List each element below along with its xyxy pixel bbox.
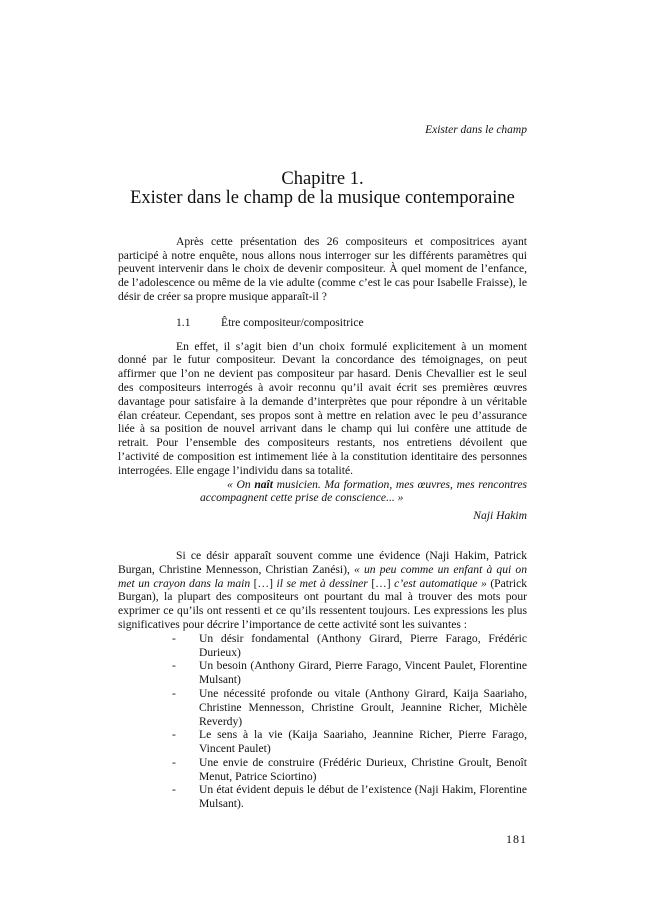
list-item-text: Un état évident depuis le début de l’existence (Naji Hakim, Florentine Mulsant).	[199, 783, 527, 811]
list-item	[172, 632, 527, 660]
bullet: -	[172, 783, 176, 797]
expression-list	[172, 632, 527, 811]
list-item	[172, 756, 527, 784]
bullet: -	[172, 686, 176, 700]
ellipsis: […]	[253, 576, 273, 590]
bullet: -	[172, 659, 176, 673]
quote-emphasis: naît	[254, 477, 273, 491]
ellipsis: […]	[371, 576, 391, 590]
section-number: 1.1	[176, 315, 191, 329]
list-item-text: Le sens à la vie (Kaija Saariaho, Jeannine Richer, Pierre Farago, Vincent Paulet)	[199, 728, 527, 756]
quote-text: musicien. Ma formation, mes œuvres, mes rencontres accompagnent cette prise de conscience... »	[200, 477, 527, 505]
list-item-text: Une nécessité profonde ou vitale (Anthony Girard, Kaija Saariaho, Christine Mennesson, Christine Groult, Jeannine Richer, Michèle Reverdy)	[199, 686, 527, 728]
chapter-heading: Exister dans le champ de la musique contemporaine	[130, 187, 515, 208]
chapter-number: Chapitre 1.	[281, 168, 364, 189]
running-header: Exister dans le champ	[425, 124, 527, 136]
citation: il se met à dessiner	[273, 576, 372, 590]
quote-author: Naji Hakim	[473, 509, 527, 523]
list-item	[172, 659, 527, 687]
section-heading	[176, 316, 527, 330]
list-item-text: Un désir fondamental (Anthony Girard, Pierre Farago, Frédéric Durieux)	[199, 631, 527, 659]
text: (Patrick Burgan), la plupart des compositeurs ont pourtant du mal à trouver des mots pour exprimer ce qu’ils ont ressenti et ce qu’ils ressentent toujours. Les expressions les plus significatives pour décrire l’importance de cette activité sont les suivantes :	[118, 576, 528, 631]
bullet: -	[172, 728, 176, 742]
citation: c’est automatique »	[390, 576, 487, 590]
citation: « un peu comme un enfant à qui on met un crayon dans la main	[118, 562, 527, 590]
page-column	[118, 0, 527, 887]
paragraph-intro: Après cette présentation des 26 compositeurs et compositrices ayant participé à notre enquête, nous allons nous interroger sur les différents paramètres qui peuvent intervenir dans le choix de devenir compositeur. À quel moment de l’enfance, de l’adolescence ou même de la vie adulte (comme c’est le cas pour Isabelle Fraisse), le désir de créer sa propre musique apparaît-il ?	[118, 234, 527, 303]
quote-text: « On	[227, 477, 255, 491]
section-title: Être compositeur/compositrice	[221, 315, 364, 329]
list-item-text: Un besoin (Anthony Girard, Pierre Farago, Vincent Paulet, Florentine Mulsant)	[199, 659, 527, 687]
paragraph-body: En effet, il s’agit bien d’un choix formulé explicitement à un moment donné par le futur compositeur. Devant la concordance des témoignages, on peut affirmer que l’on ne devient pas compositeur par hasard. Denis Chevallier est le seul des compositeurs interrogés à avoir reconnu qu’il avait écrit ses premières œuvres davantage pour satisfaire à la demande d’interprètes que pour répondre à un véritable élan créateur. Cependant, ses propos sont à mettre en relation avec le peu d’assurance liée à sa position de nouvel arrivant dans le champ qui lui confère une attitude de retrait. Pour l’ensemble des compositeurs restants, nos entretiens dévoilent que l’activité de composition est intimement liée à la constitution identitaire des personnes interrogées. Elle engage l’individu dans sa totalité.	[118, 339, 527, 477]
chapter-title	[118, 170, 527, 208]
bullet: -	[172, 755, 176, 769]
page-number: 181	[506, 832, 527, 847]
list-item-text: Une envie de construire (Frédéric Durieux, Christine Groult, Benoît Menut, Patrice Sciortino)	[199, 755, 527, 783]
block-quote	[200, 478, 527, 506]
list-item	[172, 687, 527, 728]
text: Si ce désir apparaît souvent comme une évidence (Naji Hakim, Patrick Burgan, Christine Mennesson, Christian Zanési),	[118, 548, 527, 576]
list-item	[172, 783, 527, 811]
bullet: -	[172, 631, 176, 645]
list-item	[172, 728, 527, 756]
paragraph-expressions	[118, 549, 527, 632]
